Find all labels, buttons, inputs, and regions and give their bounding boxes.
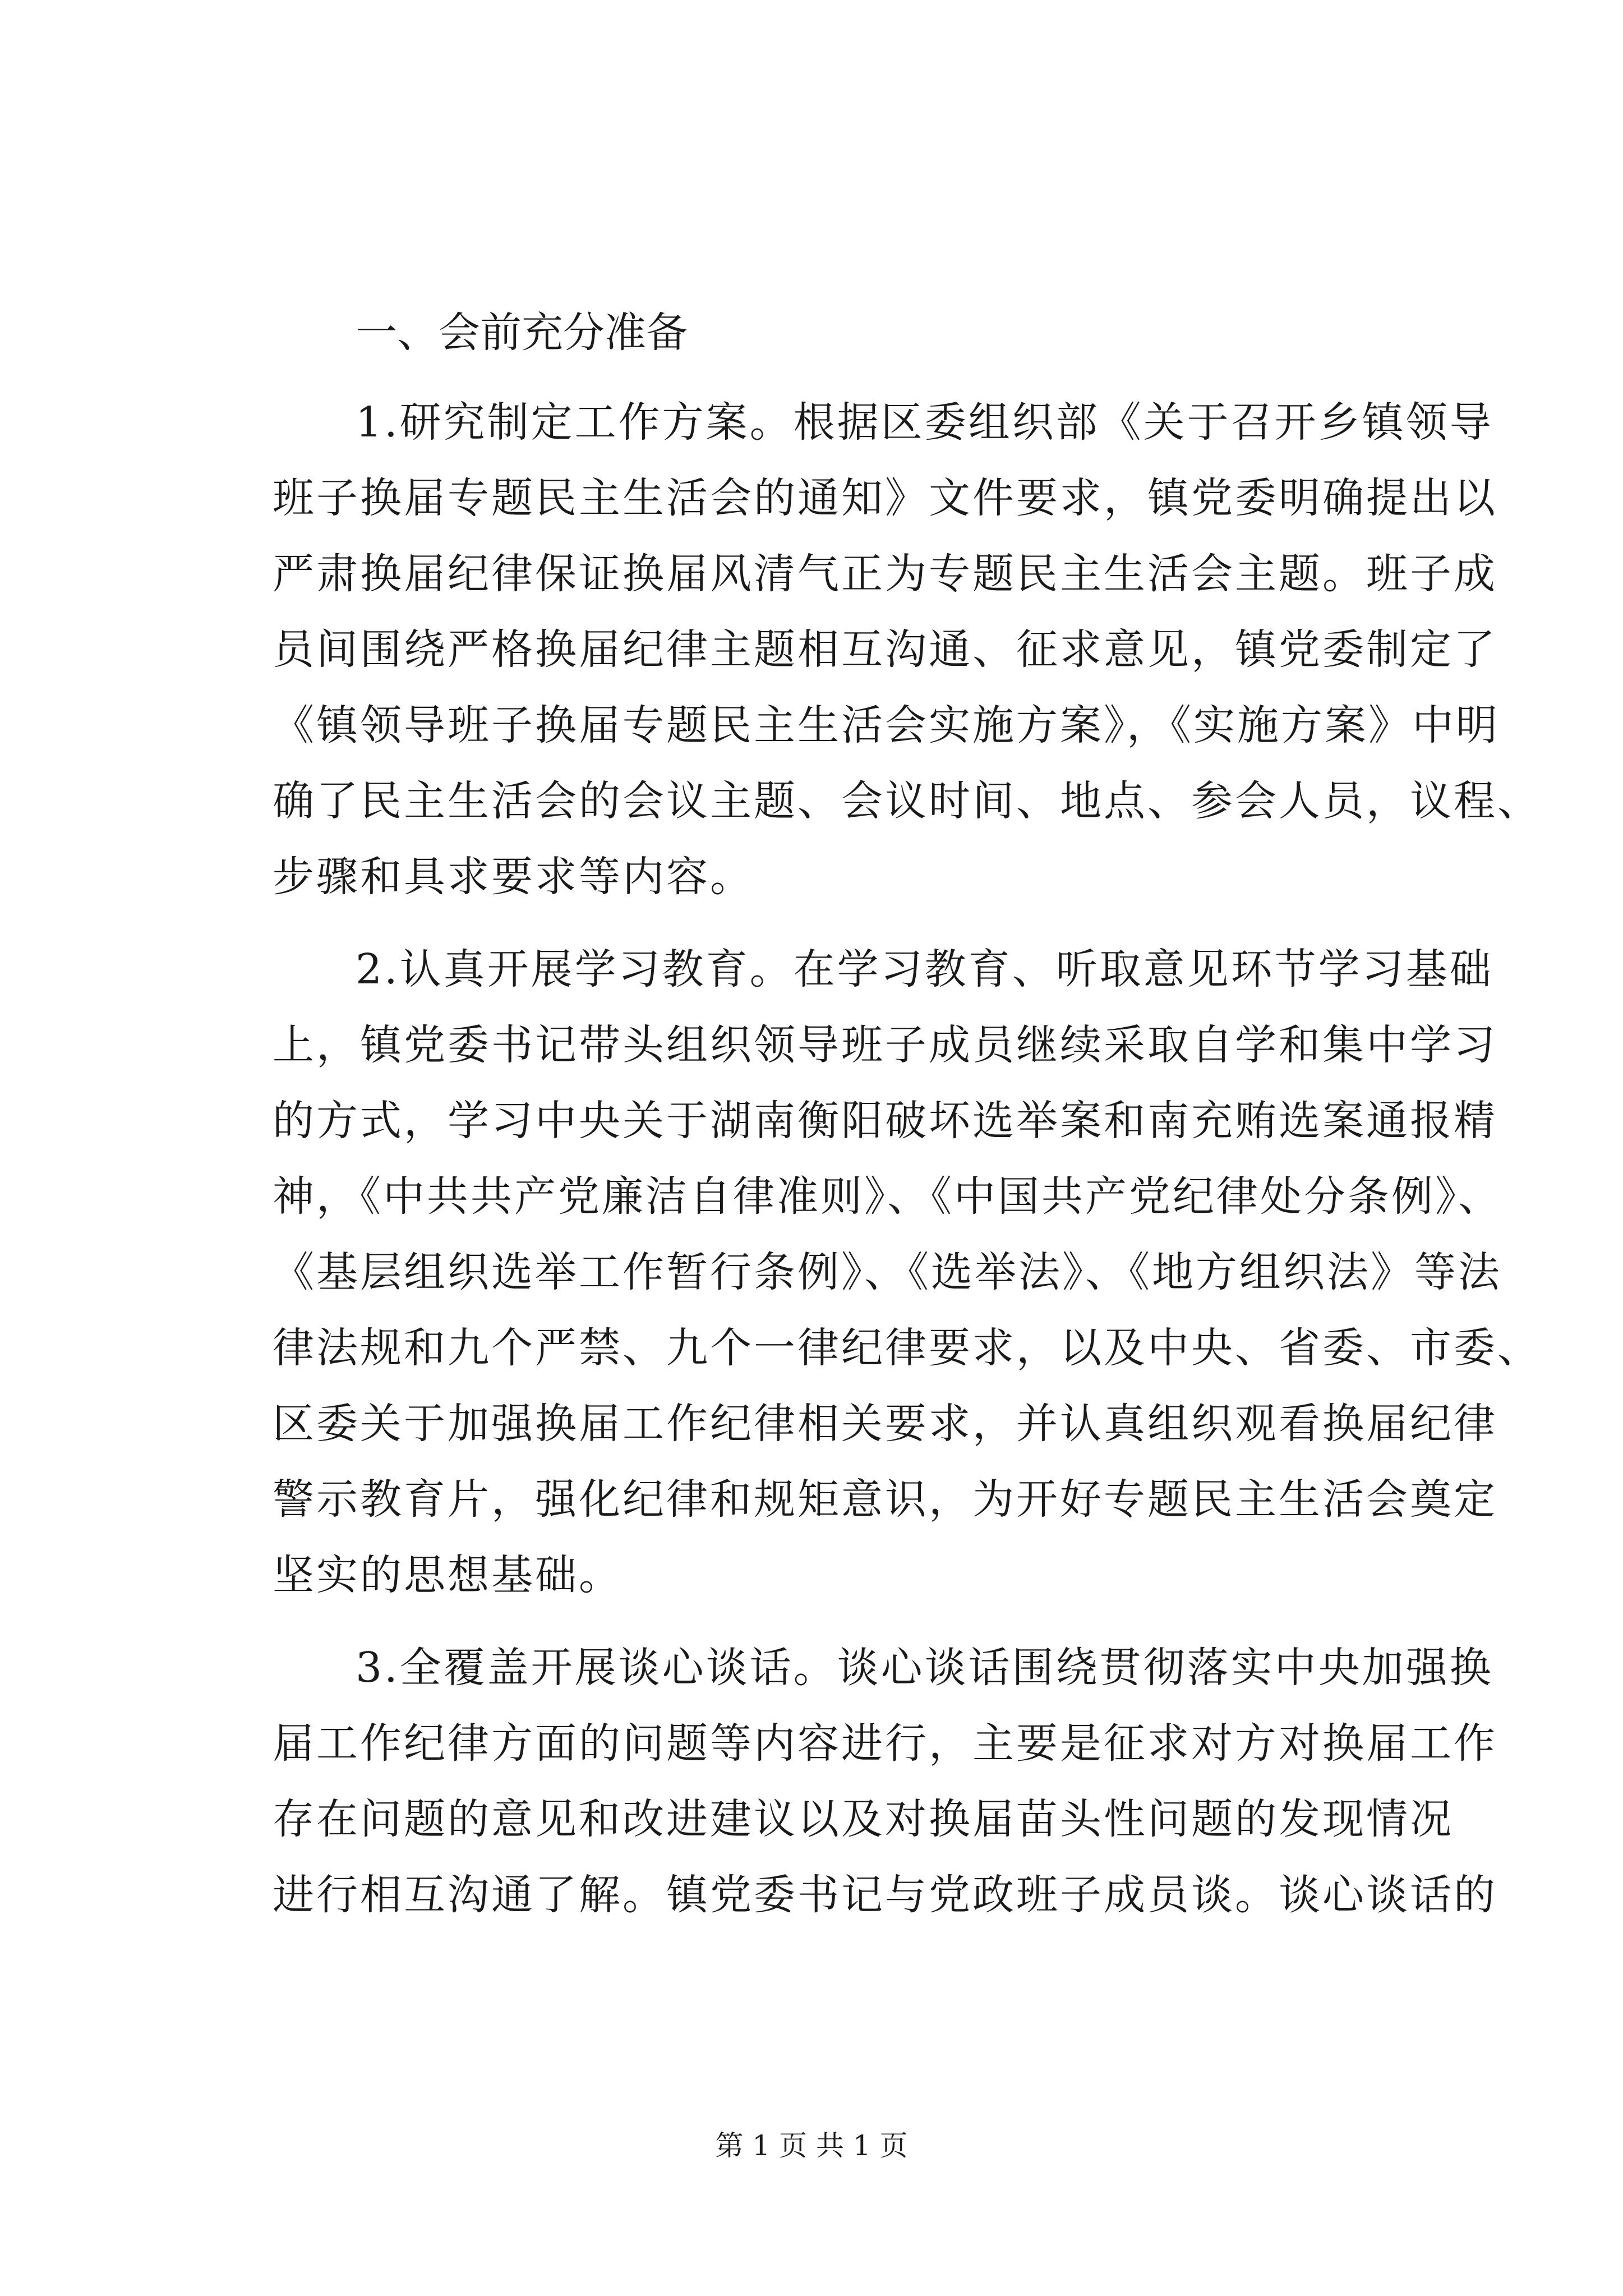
page-number-footer: 第 1 页 共 1 页 — [715, 2129, 908, 2162]
paragraph-1 — [273, 385, 1541, 915]
paragraph-line: 进行相互沟通了解。镇党委书记与党政班子成员谈。谈心谈话的 — [273, 1871, 1497, 1919]
paragraph-line: 班子换届专题民主生活会的通知》文件要求，镇党委明确提出以 — [273, 474, 1497, 522]
paragraph-line: 区委关于加强换届工作纪律相关要求，并认真组织观看换届纪律 — [273, 1400, 1497, 1448]
paragraph-line: 3.全覆盖开展谈心谈话。谈心谈话围绕贯彻落实中央加强换 — [356, 1644, 1493, 1692]
paragraph-line: 上，镇党委书记带头组织领导班子成员继续采取自学和集中学习 — [273, 1021, 1497, 1069]
paragraph-line: 2.认真开展学习教育。在学习教育、听取意见环节学习基础 — [356, 945, 1493, 993]
paragraph-line: 警示教育片，强化纪律和规矩意识，为开好专题民主生活会奠定 — [273, 1475, 1497, 1524]
paragraph-line: 神，《中共共产党廉洁自律准则》、《中国共产党纪律处分条例》、 — [273, 1172, 1502, 1221]
paragraph-line: 届工作纪律方面的问题等内容进行，主要是征求对方对换届工作 — [273, 1719, 1497, 1768]
paragraph-line: 员间围绕严格换届纪律主题相互沟通、征求意见，镇党委制定了 — [273, 625, 1497, 674]
paragraph-2 — [273, 932, 1541, 1613]
paragraph-line: 的方式，学习中央关于湖南衡阳破坏选举案和南充贿选案通报精 — [273, 1097, 1497, 1145]
paragraph-line: 严肃换届纪律保证换届风清气正为专题民主生活会主题。班子成 — [273, 550, 1497, 598]
paragraph-line: 《基层组织选举工作暂行条例》、《选举法》、《地方组织法》等法 — [273, 1248, 1502, 1296]
paragraph-line: 坚实的思想基础。 — [273, 1551, 623, 1599]
paragraph-line: 步骤和具求要求等内容。 — [273, 853, 754, 901]
paragraph-line: 1.研究制定工作方案。根据区委组织部《关于召开乡镇领导 — [356, 398, 1493, 447]
paragraph-3 — [273, 1630, 1497, 1933]
section-heading: 一、会前充分准备 — [356, 309, 688, 357]
paragraph-line: 确了民主生活会的会议主题、会议时间、地点、参会人员，议程、 — [273, 777, 1541, 825]
document-body — [273, 297, 1541, 1950]
paragraph-line: 《镇领导班子换届专题民主生活会实施方案》，《实施方案》中明 — [273, 701, 1500, 749]
paragraph-line: 律法规和九个严禁、九个一律纪律要求，以及中央、省委、市委、 — [273, 1324, 1541, 1372]
paragraph-line: 存在问题的意见和改进建议以及对换届苗头性问题的发现情况 — [273, 1795, 1454, 1843]
